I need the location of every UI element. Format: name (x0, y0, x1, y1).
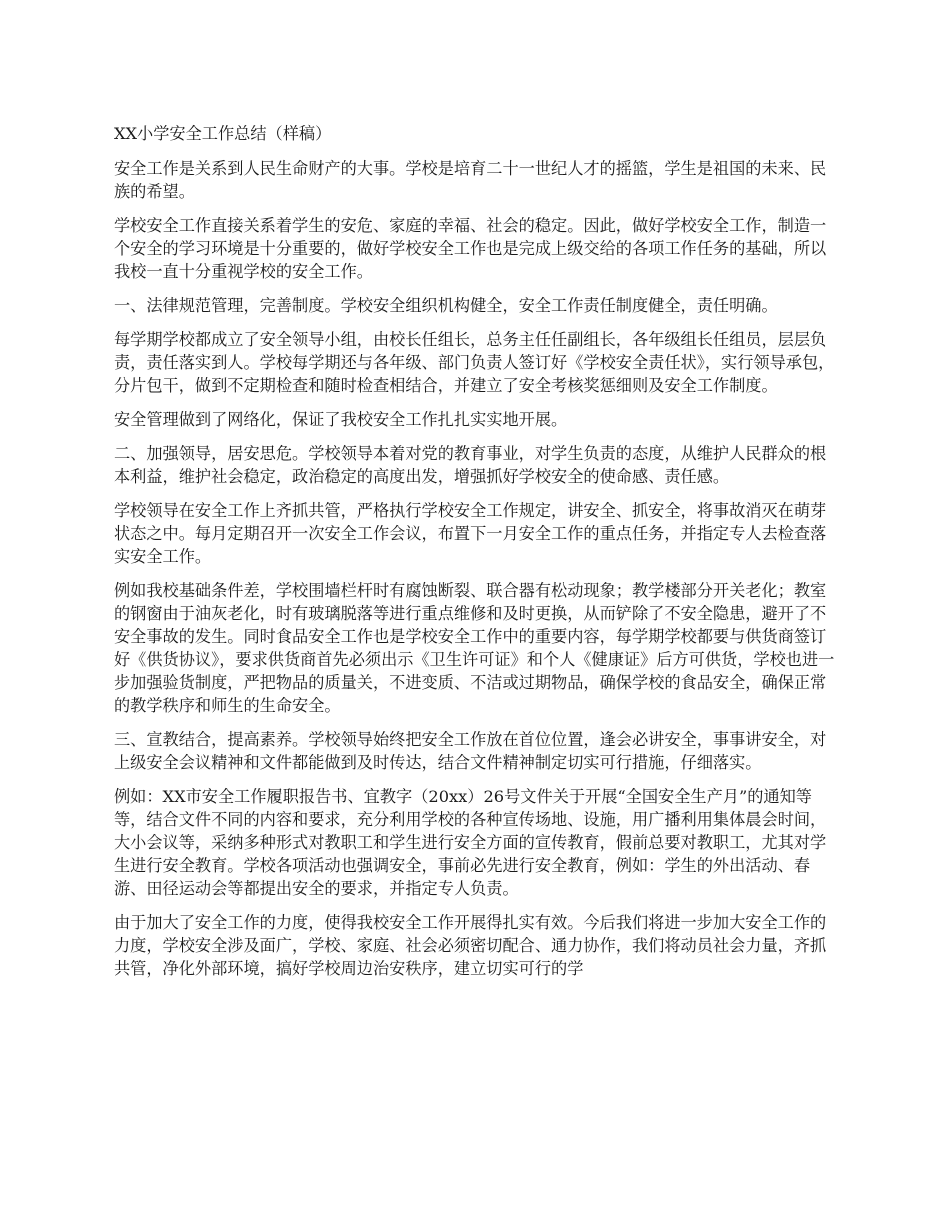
paragraph-intro: 安全工作是关系到人民生命财产的大事。学校是培育二十一世纪人才的摇篮，学生是祖国的未来、民族的希望。 (114, 159, 827, 201)
paragraph-joint-management: 学校领导在安全工作上齐抓共管，严格执行学校安全工作规定，讲安全、抓安全，将事故消灭在萌芽状态之中。每月定期召开一次安全工作会议，布置下一月安全工作的重点任务，并指定专人去检查落实安全工作。 (114, 501, 827, 566)
paragraph-section-one-heading: 一、法律规范管理，完善制度。学校安全组织机构健全，安全工作责任制度健全，责任明确。 (114, 296, 778, 315)
paragraph-network-management: 安全管理做到了网络化，保证了我校安全工作扎扎实实地开展。 (114, 410, 568, 429)
paragraph-facility-example: 例如我校基础条件差，学校围墙栏杆时有腐蚀断裂、联合器有松动现象；教学楼部分开关老化；教室的钢窗由于油灰老化，时有玻璃脱落等进行重点维修和及时更换，从而铲除了不安全隐患，避开了不安全事故的发生。同时食品安全工作也是学校安全工作中的重要内容，每学期学校都要与供货商签订好《供货协议》，要求供货商首先必须出示《卫生许可证》和个人《健康证》后方可供货，学校也进一步加强验货制度，严把物品的质量关，不进变质、不洁或过期物品，确保学校的食品安全，确保正常的教学秩序和师生的生命安全。 (114, 581, 835, 715)
paragraph-section-two-heading: 二、加强领导，居安思危。学校领导本着对党的教育事业，对学生负责的态度，从维护人民群众的根本利益，维护社会稳定，政治稳定的高度出发，增强抓好学校安全的使命感、责任感。 (114, 444, 827, 486)
paragraph-conclusion: 由于加大了安全工作的力度，使得我校安全工作开展得扎实有效。今后我们将进一步加大安全工作的力度，学校安全涉及面广，学校、家庭、社会必须密切配合、通力协作，我们将动员社会力量，齐抓共管，净化外部环境，搞好学校周边治安秩序，建立切实可行的学 (114, 913, 827, 978)
paragraph-importance: 学校安全工作直接关系着学生的安危、家庭的幸福、社会的稳定。因此，做好学校安全工作，制造一个安全的学习环境是十分重要的，做好学校安全工作也是完成上级交给的各项工作任务的基础，所以我校一直十分重视学校的安全工作。 (114, 216, 827, 281)
paragraph-publicity-example: 例如：XX市安全工作履职报告书、宜教字（20xx）26号文件关于开展“全国安全生产月”的通知等等，结合文件不同的内容和要求，充分利用学校的各种宣传场地、设施，用广播利用集体晨会时间，大小会议等，采纳多种形式对教职工和学生进行安全方面的宣传教育，假前总要对教职工，尤其对学生进行安全教育。学校各项活动也强调安全，事前必先进行安全教育，例如：学生的外出活动、春游、田径运动会等都提出安全的要求，并指定专人负责。 (114, 787, 827, 898)
document-title: XX小学安全工作总结（样稿） (114, 124, 332, 143)
paragraph-section-three-heading: 三、宣教结合，提高素养。学校领导始终把安全工作放在首位位置，逢会必讲安全，事事讲安全，对上级安全会议精神和文件都能做到及时传达，结合文件精神制定切实可行措施，仔细落实。 (114, 730, 827, 772)
document-page (114, 122, 838, 991)
paragraph-leadership-group: 每学期学校都成立了安全领导小组，由校长任组长，总务主任任副组长，各年级组长任组员，层层负责，责任落实到人。学校每学期还与各年级、部门负责人签订好《学校安全责任状》，实行领导承包，分片包干，做到不定期检查和随时检查相结合，并建立了安全考核奖惩细则及安全工作制度。 (114, 330, 835, 395)
